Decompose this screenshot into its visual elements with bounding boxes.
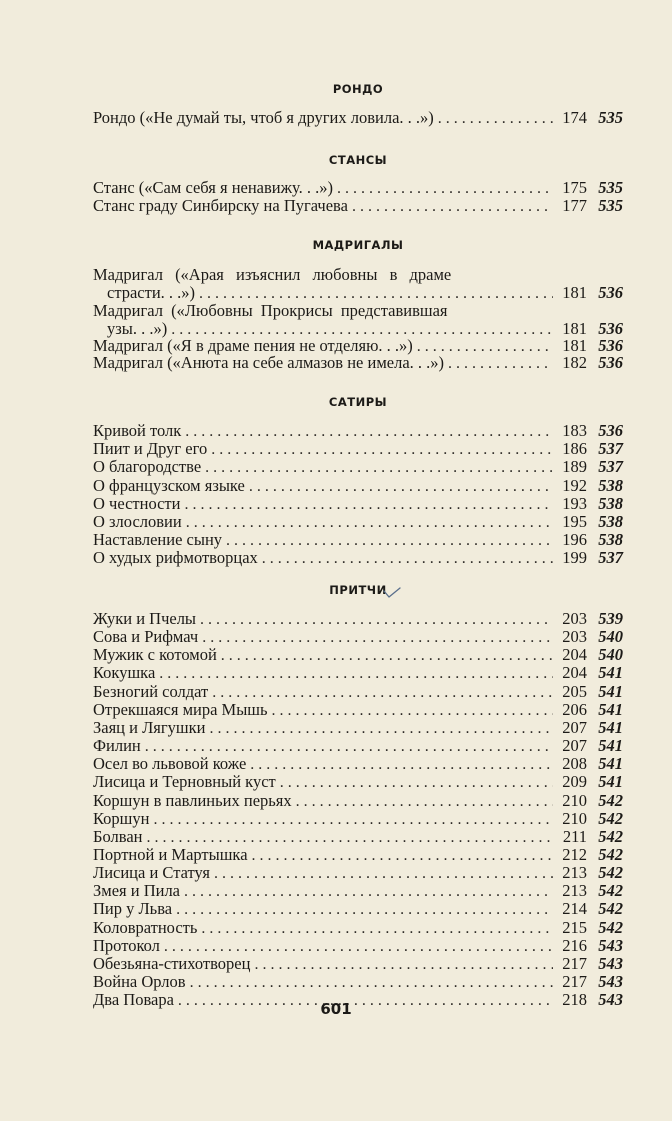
toc-entry <box>93 845 623 865</box>
toc-entry <box>93 663 623 683</box>
entry-page: 204 <box>562 663 587 683</box>
entry-title-line1: Мадригал («Арая изъяснил любовны в драме <box>93 265 452 284</box>
toc-entry <box>93 178 623 198</box>
entry-note-page: 539 <box>598 609 623 628</box>
toc-entry <box>93 512 623 532</box>
leader-dots <box>438 109 553 129</box>
entry-page: 192 <box>562 475 587 495</box>
toc-entry <box>93 863 623 883</box>
toc-entry <box>93 809 623 829</box>
entry-title: узы. . .») <box>107 319 168 338</box>
toc-entry <box>93 421 623 441</box>
entry-title: Болван <box>93 826 143 846</box>
entry-title: Осел во львовой коже <box>93 754 247 774</box>
entry-page: 174 <box>562 108 587 127</box>
entry-note-page: 543 <box>598 935 623 955</box>
entry-note-page: 537 <box>598 548 623 568</box>
entry-note-page: 541 <box>598 754 623 774</box>
entry-page: 181 <box>562 336 587 355</box>
entry-note-page: 536 <box>598 336 623 355</box>
entry-title: Кривой толк <box>93 421 182 440</box>
toc-entry <box>93 108 623 128</box>
toc-entry-line1 <box>93 265 623 285</box>
toc-entry <box>93 772 623 792</box>
entry-title: О благородстве <box>93 457 202 477</box>
toc-entry <box>93 283 623 303</box>
entry-page: 208 <box>562 754 587 774</box>
toc-entry <box>93 899 623 919</box>
toc-entry <box>93 609 623 629</box>
entry-title: Заяц и Лягушки <box>93 717 206 737</box>
entry-title: Станс граду Синбирску на Пугачева <box>93 196 348 215</box>
entry-note-page: 541 <box>598 681 623 701</box>
entry-note-page: 542 <box>598 863 623 883</box>
entry-page: 186 <box>562 439 587 459</box>
entry-note-page: 538 <box>598 530 623 550</box>
entry-page: 207 <box>562 717 587 737</box>
leader-dots <box>448 354 553 374</box>
entry-title: Филин <box>93 736 141 756</box>
entry-title: Пиит и Друг его <box>93 439 208 459</box>
entry-page: 207 <box>562 736 587 756</box>
entry-title: Жуки и Пчелы <box>93 609 197 628</box>
entry-page: 217 <box>562 972 587 991</box>
entry-page: 206 <box>562 699 587 719</box>
entry-page: 175 <box>562 178 587 197</box>
entry-title: Мадригал («Анюта на себе алмазов не имела. . .») <box>93 353 445 372</box>
section-heading-rondo: РОНДО <box>332 82 384 96</box>
entry-note-page: 536 <box>598 353 623 372</box>
entry-page: 218 <box>562 990 587 1010</box>
entry-note-page: 538 <box>598 475 623 495</box>
section-heading-madrigaly: МАДРИГАЛЫ <box>312 238 404 252</box>
section-heading-stansy: СТАНСЫ <box>328 153 388 167</box>
entry-page: 189 <box>562 457 587 477</box>
entry-title: Рондо («Не думай ты, чтоб я других ловила. . .») <box>93 108 434 127</box>
entry-page: 210 <box>562 790 587 810</box>
entry-note-page: 542 <box>598 881 623 901</box>
entry-title: Кокушка <box>93 663 156 683</box>
toc-entry <box>93 718 623 738</box>
entry-title: Змея и Пила <box>93 881 181 901</box>
entry-page: 193 <box>562 493 587 513</box>
toc-entry <box>93 645 623 665</box>
entry-page: 209 <box>562 772 587 792</box>
entry-note-page: 538 <box>598 493 623 513</box>
entry-note-page: 542 <box>598 808 623 828</box>
entry-page: 211 <box>562 826 587 846</box>
toc-entry <box>93 918 623 938</box>
entry-title: Коршун <box>93 808 150 828</box>
toc-entry <box>93 936 623 956</box>
entry-page: 182 <box>562 353 587 372</box>
entry-page: 213 <box>562 881 587 901</box>
entry-page: 214 <box>562 899 587 919</box>
entry-note-page: 535 <box>598 108 623 127</box>
entry-note-page: 537 <box>598 457 623 477</box>
entry-note-page: 542 <box>598 899 623 919</box>
entry-note-page: 538 <box>598 512 623 531</box>
pencil-checkmark-icon <box>382 585 402 599</box>
entry-title: Наставление сыну <box>93 530 223 550</box>
entry-note-page: 543 <box>598 972 623 991</box>
entry-note-page: 536 <box>598 421 623 440</box>
leader-dots <box>352 197 553 217</box>
entry-title: Мужик с котомой <box>93 645 217 665</box>
toc-entry <box>93 439 623 459</box>
entry-title: Протокол <box>93 935 160 955</box>
entry-title: Коловратность <box>93 917 198 937</box>
toc-entry <box>93 881 623 901</box>
entry-page: 215 <box>562 917 587 937</box>
entry-note-page: 542 <box>598 917 623 937</box>
entry-title: Сова и Рифмач <box>93 627 199 647</box>
entry-title: Портной и Мартышка <box>93 844 248 864</box>
toc-entry <box>93 627 623 647</box>
entry-page: 205 <box>562 681 587 701</box>
entry-title: Лисица и Терновный куст <box>93 772 276 792</box>
entry-note-page: 541 <box>598 736 623 756</box>
toc-entry <box>93 700 623 720</box>
entry-title: Безногий солдат <box>93 681 209 701</box>
entry-note-page: 541 <box>598 717 623 737</box>
entry-title: О худых рифмотворцах <box>93 548 258 568</box>
toc-entry-line1 <box>93 301 623 321</box>
entry-note-page: 543 <box>598 990 623 1010</box>
toc-entry <box>93 457 623 477</box>
entry-title-line1: Мадригал («Любовны Прокрисы представившая <box>93 301 448 320</box>
entry-page: 216 <box>562 935 587 955</box>
entry-note-page: 540 <box>598 627 623 647</box>
entry-page: 181 <box>562 283 587 302</box>
toc-entry <box>93 353 623 373</box>
toc-entry <box>93 530 623 550</box>
entry-title: Лисица и Статуя <box>93 863 210 883</box>
entry-note-page: 542 <box>598 790 623 810</box>
entry-note-page: 542 <box>598 826 623 846</box>
toc-entry <box>93 548 623 568</box>
entry-page: 181 <box>562 319 587 338</box>
entry-title: Война Орлов <box>93 972 186 991</box>
entry-page: 213 <box>562 863 587 883</box>
entry-page: 210 <box>562 808 587 828</box>
entry-note-page: 536 <box>598 319 623 338</box>
toc-entry <box>93 736 623 756</box>
section-heading-satiry: САТИРЫ <box>328 395 388 409</box>
entry-note-page: 540 <box>598 645 623 665</box>
toc-entry <box>93 476 623 496</box>
entry-title: Пир у Льва <box>93 899 173 919</box>
entry-note-page: 541 <box>598 772 623 792</box>
entry-note-page: 536 <box>598 283 623 302</box>
entry-page: 217 <box>562 953 587 973</box>
page-number: 601 <box>320 1000 352 1018</box>
section-heading-pritchi: ПРИТЧИ <box>329 583 387 597</box>
entry-note-page: 543 <box>598 953 623 973</box>
entry-page: 203 <box>562 627 587 647</box>
toc-entry <box>93 196 623 216</box>
toc-entry <box>93 954 623 974</box>
entry-note-page: 535 <box>598 178 623 197</box>
entry-title: Отрекшаяся мира Мышь <box>93 699 268 719</box>
entry-page: 196 <box>562 530 587 550</box>
entry-title: страсти. . .») <box>107 283 196 302</box>
entry-page: 203 <box>562 609 587 628</box>
entry-note-page: 535 <box>598 196 623 215</box>
entry-note-page: 542 <box>598 844 623 864</box>
entry-title: Обезьяна-стихотворец <box>93 953 251 973</box>
entry-page: 204 <box>562 645 587 665</box>
entry-title: Мадригал («Я в драме пения не отделяю. . .») <box>93 336 413 355</box>
entry-page: 195 <box>562 512 587 531</box>
entry-note-page: 541 <box>598 663 623 683</box>
entry-page: 212 <box>562 844 587 864</box>
toc-entry <box>93 682 623 702</box>
entry-title: Коршун в павлиньих перьях <box>93 790 292 810</box>
entry-title: Два Повара <box>93 990 174 1010</box>
toc-entry <box>93 972 623 992</box>
entry-title: О французском языке <box>93 475 245 495</box>
entry-page: 177 <box>562 196 587 215</box>
entry-title: О злословии <box>93 512 182 531</box>
entry-title: Станс («Сам себя я ненавижу. . .») <box>93 178 333 197</box>
entry-note-page: 537 <box>598 439 623 459</box>
entry-page: 183 <box>562 421 587 440</box>
entry-note-page: 541 <box>598 699 623 719</box>
entry-title: О честности <box>93 493 181 513</box>
toc-entry <box>93 754 623 774</box>
toc-entry <box>93 827 623 847</box>
leader-dots <box>262 549 553 569</box>
entry-page: 199 <box>562 548 587 568</box>
toc-entry <box>93 791 623 811</box>
toc-entry <box>93 494 623 514</box>
